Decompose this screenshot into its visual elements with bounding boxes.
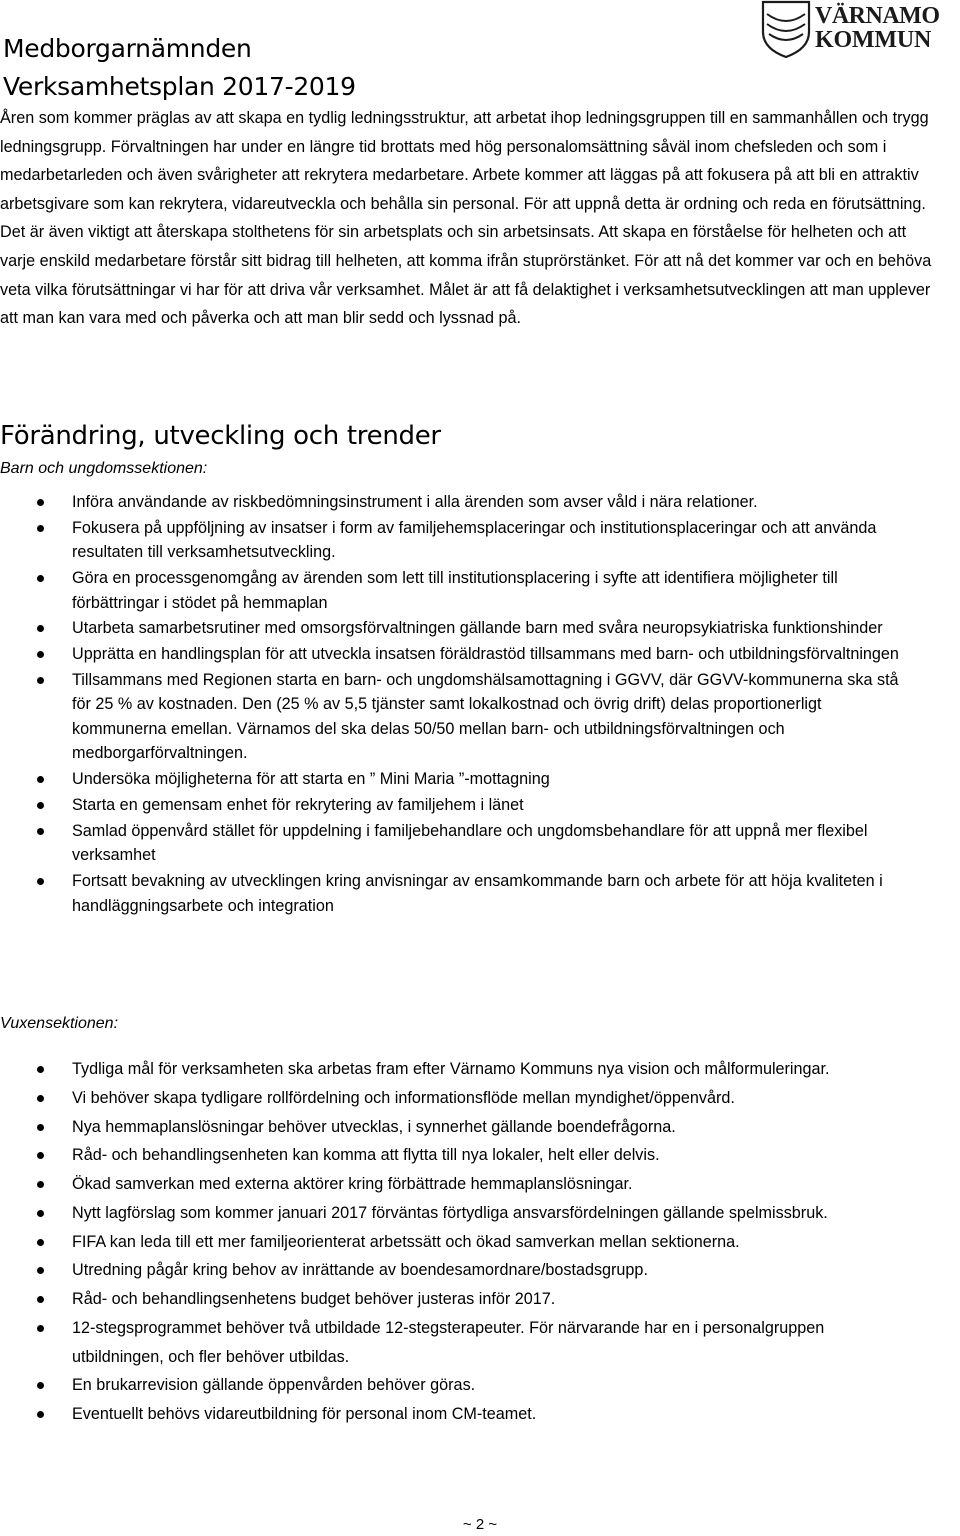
list-item-text: Nytt lagförslag som kommer januari 2017 förväntas förtydliga ansvarsfördelningen gällande spelmissbruk. xyxy=(72,1203,828,1222)
list-item xyxy=(0,616,912,641)
list-item-text: Införa användande av riskbedömningsinstrument i alla ärenden som avser våld i nära relationer. xyxy=(72,493,758,511)
bullet-icon xyxy=(37,1124,44,1131)
bullet-icon xyxy=(37,802,44,809)
bullet-icon xyxy=(37,1267,44,1274)
bullet-icon xyxy=(37,651,44,658)
adult-section-list xyxy=(0,1055,912,1429)
bullet-icon xyxy=(37,1152,44,1159)
bullet-icon xyxy=(37,1325,44,1332)
list-item-text: Fokusera på uppföljning av insatser i form av familjehemsplaceringar och institutionsplaceringar och att använda resultaten till verksamhetsutveckling. xyxy=(72,518,877,562)
list-item xyxy=(0,1400,912,1429)
list-item xyxy=(0,819,912,868)
list-item xyxy=(0,1113,912,1142)
list-item xyxy=(0,1141,912,1170)
list-item-text: En brukarrevision gällande öppenvården behöver göras. xyxy=(72,1376,476,1395)
list-item xyxy=(0,1371,912,1400)
list-item xyxy=(0,1256,912,1285)
bullet-icon xyxy=(37,499,44,506)
list-item xyxy=(0,1199,912,1228)
list-item-text: Tillsammans med Regionen starta en barn- och ungdomshälsamottagning i GGVV, där GGVV-kommunerna ska stå för 25 % av kostnaden. Den (25 % av 5,5 tjänster samt lokalkostnad och övrig drift) delas proportionerligt kommunerna emellan. Värnamos del ska delas 50/50 mellan barn- och utbildningsförvaltningen och medborgarförvaltningen. xyxy=(72,670,899,763)
bullet-icon xyxy=(37,1239,44,1246)
header-organization: Medborgarnämnden xyxy=(3,34,252,63)
list-item xyxy=(0,1170,912,1199)
bullet-icon xyxy=(37,1066,44,1073)
list-item-text: Fortsatt bevakning av utvecklingen kring anvisningar av ensamkommande barn och arbete för att höja kvaliteten i handläggningsarbete och integration xyxy=(72,872,883,915)
bullet-icon xyxy=(37,1382,44,1389)
bullet-icon xyxy=(37,828,44,835)
varnamo-kommun-logo xyxy=(760,0,960,60)
list-item xyxy=(0,668,912,766)
list-item-text: Utredning pågår kring behov av inrättande av boendesamordnare/bostadsgrupp. xyxy=(72,1261,648,1280)
bullet-icon xyxy=(37,776,44,783)
list-item-text: Samlad öppenvård stället för uppdelning i familjebehandlare och ungdomsbehandlare för att uppnå mer flexibel verksamhet xyxy=(72,821,868,865)
header-document-title: Verksamhetsplan 2017-2019 xyxy=(3,72,356,101)
list-item xyxy=(0,1055,912,1084)
bullet-icon xyxy=(37,575,44,582)
bullet-icon xyxy=(37,1095,44,1102)
bullet-icon xyxy=(37,525,44,532)
bullet-icon xyxy=(37,677,44,684)
bullet-icon xyxy=(37,625,44,632)
child-section-heading: Barn och ungdomssektionen: xyxy=(0,460,208,477)
bullet-icon xyxy=(37,1411,44,1418)
list-item xyxy=(0,642,912,667)
bullet-icon xyxy=(37,1181,44,1188)
list-item xyxy=(0,490,912,515)
list-item-text: Ökad samverkan med externa aktörer kring förbättrade hemmaplanslösningar. xyxy=(72,1175,633,1194)
list-item-text: Göra en processgenomgång av ärenden som lett till institutionsplacering i syfte att identifiera möjligheter till förbättringar i stödet på hemmaplan xyxy=(72,569,838,612)
list-item-text: Upprätta en handlingsplan för att utveckla insatsen föräldrastöd tillsammans med barn- och utbildningsförvaltningen xyxy=(72,645,899,664)
list-item xyxy=(0,767,912,792)
list-item xyxy=(0,1314,912,1371)
bullet-icon xyxy=(37,878,44,885)
bullet-icon xyxy=(37,1210,44,1217)
list-item-text: Starta en gemensam enhet för rekrytering av familjehem i länet xyxy=(72,796,524,815)
logo-text-varnamo: VÄRNAMO xyxy=(815,3,940,29)
list-item-text: 12-stegsprogrammet behöver två utbildade 12-stegsterapeuter. För närvarande har en i personalgruppen utbildningen, och fler behöver utbildas. xyxy=(72,1319,825,1366)
child-section-list xyxy=(0,490,912,919)
list-item xyxy=(0,1285,912,1314)
page-number: ~ 2 ~ xyxy=(462,1516,498,1533)
list-item xyxy=(0,566,912,615)
list-item xyxy=(0,516,912,565)
adult-section-heading: Vuxensektionen: xyxy=(0,1015,119,1032)
list-item-text: Eventuellt behövs vidareutbildning för personal inom CM-teamet. xyxy=(72,1405,537,1424)
list-item-text: Undersöka möjligheterna för att starta en ” Mini Maria ”-mottagning xyxy=(72,770,550,789)
list-item xyxy=(0,869,912,918)
list-item xyxy=(0,793,912,818)
list-item-text: Vi behöver skapa tydligare rollfördelning och informationsflöde mellan myndighet/öppenvård. xyxy=(72,1088,735,1107)
list-item-text: Råd- och behandlingsenhetens budget behöver justeras inför 2017. xyxy=(72,1290,556,1309)
list-item-text: Tydliga mål för verksamheten ska arbetas fram efter Värnamo Kommuns nya vision och målformuleringar. xyxy=(72,1060,830,1078)
coat-of-arms-icon xyxy=(760,0,812,58)
section-heading: Förändring, utveckling och trender xyxy=(0,421,441,451)
list-item xyxy=(0,1228,912,1257)
intro-paragraph: Åren som kommer präglas av att skapa en tydlig ledningsstruktur, att arbetat ihop ledningsgruppen till en sammanhållen och trygg ledningsgrupp. Förvaltningen har under en längre tid brottats med hög personalomsättning såväl inom chefsleden och som i medarbetarleden och även svårigheter att rekrytera medarbetare. Arbete kommer att läggas på att fokusera på att bli en attraktiv arbetsgivare som kan rekrytera, vidareutveckla och behålla sin personal. För att uppnå detta är ordning och reda en förutsättning. Det är även viktigt att återskapa stolthetens för sin arbetsplats och sin arbetsinsats. Att skapa en förståelse för helheten och att varje enskild medarbetare förstår sitt bidrag till helheten, att komma ifrån stuprörstänket. För att nå det kommer var och en behöva veta vilka förutsättningar vi har för att driva vår verksamhet. Målet är att få delaktighet i verksamhetsutvecklingen att man upplever att man kan vara med och påverka och att man blir sedd och lyssnad på. xyxy=(0,109,932,328)
list-item-text: Råd- och behandlingsenheten kan komma att flytta till nya lokaler, helt eller delvis. xyxy=(72,1146,660,1165)
list-item-text: Utarbeta samarbetsrutiner med omsorgsförvaltningen gällande barn med svåra neuropsykiatriska funktionshinder xyxy=(72,619,883,638)
bullet-icon xyxy=(37,1296,44,1303)
logo-text-kommun: KOMMUN xyxy=(815,27,932,53)
list-item xyxy=(0,1084,912,1113)
list-item-text: Nya hemmaplanslösningar behöver utvecklas, i synnerhet gällande boendefrågorna. xyxy=(72,1117,676,1136)
list-item-text: FIFA kan leda till ett mer familjeorienterat arbetssätt och ökad samverkan mellan sektionerna. xyxy=(72,1232,740,1251)
